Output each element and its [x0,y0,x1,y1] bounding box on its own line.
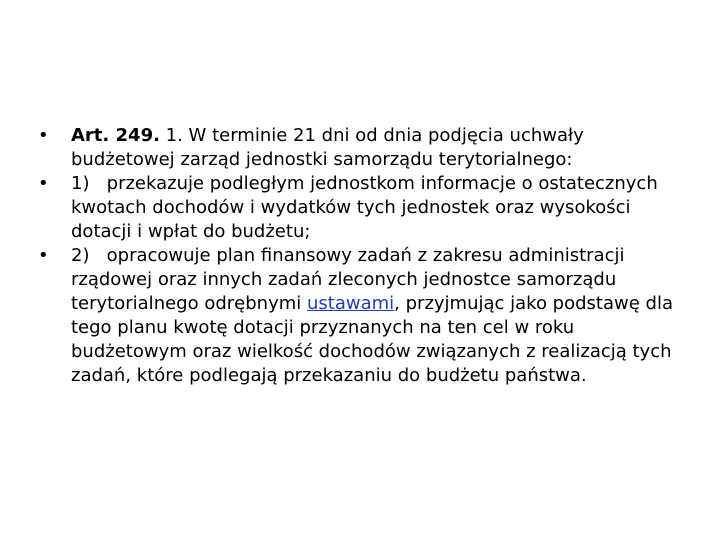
article-label: Art. 249. [71,125,160,146]
bullet-item-art-249 [38,124,678,172]
ustawami-link[interactable]: ustawami [307,293,395,314]
bullet-item-point-1 [38,172,678,244]
bullet-icon: • [38,173,49,194]
point-1-text: 1) przekazuje podległym jednostkom informacje o ostatecznych kwotach dochodów i wydatków tych jednostek oraz wysokości dotacji i wpłat do budżetu; [71,173,664,242]
bullet-list [38,124,678,388]
point-2-text-after-link: , przyjmując jako podstawę dla tego planu kwotę dotacji przyznanych na ten cel w roku budżetowym oraz wielkość dochodów związanych z realizacją tych zadań, które podlegają przekazaniu do budżetu państwa. [71,293,673,386]
point-2-text-before-link: 2) opracowuje plan finansowy zadań z zakresu administracji rządowej oraz innych zadań zleconych jednostce samorządu terytorialnego odrębnymi [71,245,631,314]
article-text: 1. W terminie 21 dni od dnia podjęcia uchwały budżetowej zarząd jednostki samorządu terytorialnego: [71,125,584,170]
bullet-icon: • [38,245,49,266]
bullet-icon: • [38,125,49,146]
bullet-item-point-2 [38,244,678,388]
